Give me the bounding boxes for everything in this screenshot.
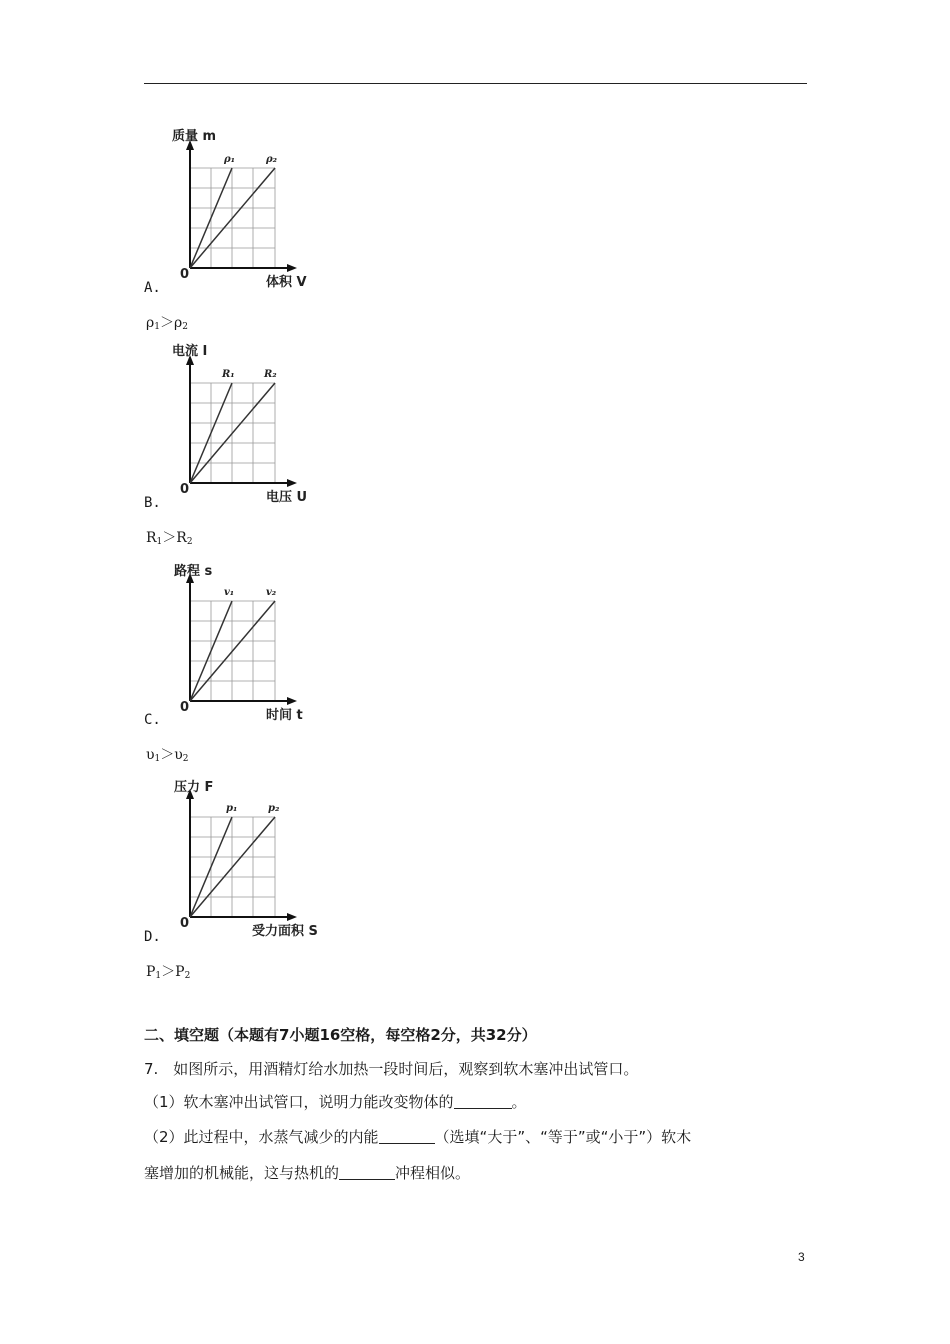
statement-part: R [176,530,187,546]
question-7-part-2-continued [144,1162,470,1183]
x-arrow-icon [287,479,297,487]
y-axis-label: 路程 s [174,564,213,579]
statement-part: 1 [154,754,161,764]
option-d-letter: D. [144,929,161,945]
line-2 [190,383,275,483]
statement-part: 2 [182,322,188,332]
question-text: 塞增加的机械能，这与热机的 [144,1164,340,1182]
statement-part: R [146,530,157,546]
statement-part: 2 [182,754,189,764]
y-axis-label: 压力 F [174,780,214,795]
option-d-statement [146,961,190,981]
statement-part: 1 [154,322,160,332]
answer-blank-2[interactable] [379,1128,435,1144]
answer-blank-1[interactable] [454,1093,512,1109]
line-2-label: R₂ [264,369,277,380]
origin-label: 0 [180,700,190,715]
line-2 [190,168,275,268]
option-a-letter: A. [144,280,161,296]
question-text: 冲程相似。 [395,1164,471,1182]
y-axis-label: 电流 I [172,344,208,359]
statement-part: 1 [156,537,163,547]
graph-b [160,343,340,505]
line-2 [190,817,275,917]
option-b-statement [146,527,193,547]
graph-d [160,777,340,939]
graph-a [160,128,340,290]
statement-part: ＞ [162,530,177,546]
question-text: 。 [511,1093,527,1111]
line-2 [190,601,275,701]
option-c-statement [146,744,189,764]
statement-part: ＞ [160,747,175,763]
statement-part: 2 [184,971,191,981]
question-text: （选填“大于”、“等于”或“小于”）软木 [434,1128,692,1146]
statement-part: P [175,964,185,980]
section-title: 二、填空题（本题有7小题16空格，每空格2分，共32分） [144,1026,537,1044]
statement-part: 1 [155,971,162,981]
answer-blank-3[interactable] [339,1164,395,1180]
statement-part: υ [146,747,155,763]
question-7-stem: 7. 如图所示，用酒精灯给水加热一段时间后，观察到软木塞冲出试管口。 [144,1060,639,1078]
statement-part: 2 [186,537,193,547]
line-2-label: p₂ [268,803,280,814]
statement-part: P [146,964,156,980]
question-7-part-1 [144,1091,527,1112]
option-b-letter: B. [144,495,161,511]
question-text: （2）此过程中，水蒸气减少的内能 [144,1128,379,1146]
statement-part: υ [174,747,183,763]
statement-part: ＞ [161,964,176,980]
page-number: 3 [798,1250,805,1264]
x-axis-label: 电压 U [266,490,308,505]
x-axis-label: 时间 t [266,708,303,723]
x-axis-label: 体积 V [266,275,307,290]
option-a-statement [146,312,188,332]
origin-label: 0 [180,916,190,931]
line-1-label: p₁ [226,803,238,814]
line-1-label: v₁ [224,587,235,598]
graph-c [160,561,340,723]
line-2-label: v₂ [266,587,277,598]
line-1-label: R₁ [222,369,235,380]
line-2-label: ρ₂ [266,154,278,165]
statement-part: ＞ [159,315,174,331]
y-axis-label: 质量 m [172,129,217,144]
x-axis-label: 受力面积 S [252,924,318,939]
question-7-part-2 [144,1126,691,1147]
header-rule [144,83,807,84]
question-text: （1）软木塞冲出试管口，说明力能改变物体的 [144,1093,454,1111]
origin-label: 0 [180,482,190,497]
statement-part: ρ [146,315,155,331]
x-arrow-icon [287,913,297,921]
statement-part: ρ [173,315,183,331]
option-c-letter: C. [144,712,161,728]
x-arrow-icon [287,264,297,272]
origin-label: 0 [180,267,190,282]
x-arrow-icon [287,697,297,705]
line-1-label: ρ₁ [224,154,236,165]
